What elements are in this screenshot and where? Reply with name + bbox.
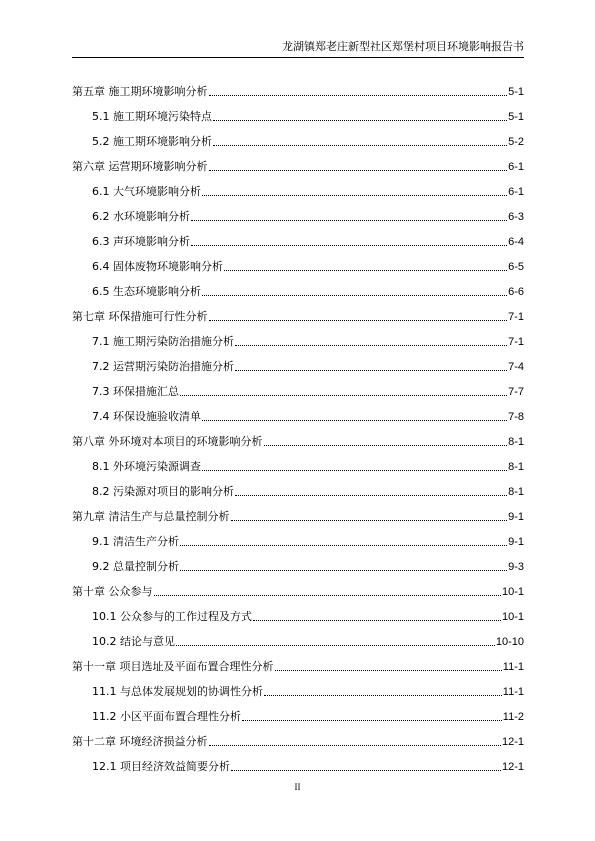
toc-dot-leader: [154, 595, 501, 596]
page-number: II: [294, 782, 301, 792]
toc-entry-page: 6-1: [508, 186, 524, 198]
toc-entry-page: 8-1: [508, 461, 524, 473]
toc-dot-leader: [213, 145, 507, 146]
toc-section-entry[interactable]: [72, 174, 524, 199]
toc-entry-page: 5-1: [508, 86, 524, 98]
toc-chapter-entry[interactable]: [72, 299, 524, 324]
toc-entry-page: 7-8: [508, 411, 524, 423]
toc-entry-title: 10.1 公众参与的工作过程及方式: [92, 610, 252, 623]
header-divider: [72, 57, 524, 58]
toc-entry-title: 6.5 生态环境影响分析: [92, 285, 201, 298]
toc-entry-page: 7-1: [508, 311, 524, 323]
toc-entry-title: 第九章 清洁生产与总量控制分析: [72, 510, 230, 523]
toc-entry-page: 8-1: [508, 486, 524, 498]
toc-section-entry[interactable]: [72, 599, 524, 624]
toc-entry-title: 7.3 环保措施汇总: [92, 385, 179, 398]
toc-entry-page: 10-1: [501, 586, 524, 598]
toc-section-entry[interactable]: [72, 549, 524, 574]
toc-chapter-entry[interactable]: [72, 74, 524, 99]
toc-entry-title: 6.2 水环境影响分析: [92, 210, 190, 223]
toc-dot-leader: [235, 345, 507, 346]
toc-entry-page: 12-1: [501, 761, 524, 773]
toc-dot-leader: [235, 370, 507, 371]
toc-entry-title: 6.1 大气环境影响分析: [92, 185, 201, 198]
toc-entry-title: 11.2 小区平面布置合理性分析: [92, 710, 241, 723]
toc-section-entry[interactable]: [72, 349, 524, 374]
toc-entry-title: 11.1 与总体发展规划的协调性分析: [92, 685, 263, 698]
toc-dot-leader: [180, 395, 507, 396]
toc-chapter-entry[interactable]: [72, 424, 524, 449]
toc-section-entry[interactable]: [72, 199, 524, 224]
toc-section-entry[interactable]: [72, 474, 524, 499]
toc-dot-leader: [231, 770, 501, 771]
toc-entry-title: 第七章 环保措施可行性分析: [72, 310, 208, 323]
table-of-contents: [72, 74, 524, 774]
toc-chapter-entry[interactable]: [72, 499, 524, 524]
document-header-title: 龙湖镇郑老庄新型社区郑堡村项目环境影响报告书: [282, 40, 524, 53]
toc-entry-title: 5.1 施工期环境污染特点: [92, 110, 212, 123]
toc-entry-title: 6.3 声环境影响分析: [92, 235, 190, 248]
toc-entry-title: 9.2 总量控制分析: [92, 560, 179, 573]
toc-dot-leader: [231, 520, 508, 521]
toc-entry-title: 9.1 清洁生产分析: [92, 535, 179, 548]
toc-dot-leader: [264, 445, 508, 446]
toc-entry-page: 6-5: [508, 261, 524, 273]
toc-entry-page: 11-2: [502, 711, 524, 723]
toc-entry-page: 5-1: [508, 111, 524, 123]
toc-dot-leader: [253, 620, 501, 621]
toc-section-entry[interactable]: [72, 99, 524, 124]
toc-entry-page: 9-1: [508, 511, 524, 523]
toc-chapter-entry[interactable]: [72, 649, 524, 674]
toc-entry-title: 8.2 污染源对项目的影响分析: [92, 485, 234, 498]
toc-entry-page: 12-1: [501, 736, 524, 748]
toc-dot-leader: [191, 220, 507, 221]
toc-section-entry[interactable]: [72, 374, 524, 399]
toc-dot-leader: [224, 270, 507, 271]
toc-dot-leader: [180, 570, 507, 571]
toc-dot-leader: [209, 320, 508, 321]
toc-section-entry[interactable]: [72, 449, 524, 474]
toc-dot-leader: [209, 745, 501, 746]
toc-entry-title: 6.4 固体废物环境影响分析: [92, 260, 223, 273]
toc-section-entry[interactable]: [72, 324, 524, 349]
toc-entry-page: 7-1: [508, 336, 524, 348]
toc-dot-leader: [191, 245, 507, 246]
toc-dot-leader: [176, 645, 495, 646]
toc-dot-leader: [202, 295, 507, 296]
toc-entry-page: 10-10: [495, 636, 524, 648]
toc-entry-page: 7-7: [508, 386, 524, 398]
toc-entry-title: 5.2 施工期环境影响分析: [92, 135, 212, 148]
toc-entry-title: 10.2 结论与意见: [92, 635, 175, 648]
toc-chapter-entry[interactable]: [72, 574, 524, 599]
toc-entry-title: 7.4 环保设施验收清单: [92, 410, 201, 423]
toc-entry-title: 8.1 外环境污染源调查: [92, 460, 201, 473]
toc-section-entry[interactable]: [72, 699, 524, 724]
toc-entry-page: 6-3: [508, 211, 524, 223]
toc-entry-page: 9-1: [508, 536, 524, 548]
toc-dot-leader: [275, 670, 502, 671]
toc-entry-title: 12.1 项目经济效益简要分析: [92, 760, 230, 773]
toc-dot-leader: [264, 695, 502, 696]
toc-section-entry[interactable]: [72, 124, 524, 149]
toc-dot-leader: [242, 720, 502, 721]
toc-entry-page: 7-4: [508, 361, 524, 373]
toc-section-entry[interactable]: [72, 249, 524, 274]
toc-entry-title: 第十一章 项目选址及平面布置合理性分析: [72, 660, 274, 673]
toc-dot-leader: [209, 170, 508, 171]
toc-dot-leader: [213, 120, 507, 121]
toc-chapter-entry[interactable]: [72, 724, 524, 749]
toc-dot-leader: [235, 495, 507, 496]
toc-entry-title: 第十章 公众参与: [72, 585, 153, 598]
toc-dot-leader: [202, 420, 507, 421]
toc-section-entry[interactable]: [72, 624, 524, 649]
toc-dot-leader: [202, 195, 507, 196]
toc-entry-title: 7.2 运营期污染防治措施分析: [92, 360, 234, 373]
toc-entry-page: 11-1: [502, 686, 524, 698]
toc-section-entry[interactable]: [72, 399, 524, 424]
toc-entry-title: 第五章 施工期环境影响分析: [72, 85, 208, 98]
toc-entry-page: 9-3: [508, 561, 524, 573]
toc-dot-leader: [209, 95, 508, 96]
toc-section-entry[interactable]: [72, 674, 524, 699]
toc-entry-page: 6-1: [508, 161, 524, 173]
toc-section-entry[interactable]: [72, 274, 524, 299]
toc-dot-leader: [202, 470, 507, 471]
toc-entry-page: 10-1: [501, 611, 524, 623]
toc-entry-title: 第八章 外环境对本项目的环境影响分析: [72, 435, 263, 448]
toc-section-entry[interactable]: [72, 224, 524, 249]
toc-entry-title: 第六章 运营期环境影响分析: [72, 160, 208, 173]
toc-entry-page: 6-6: [508, 286, 524, 298]
toc-section-entry[interactable]: [72, 524, 524, 549]
toc-section-entry[interactable]: [72, 749, 524, 774]
toc-entry-page: 8-1: [508, 436, 524, 448]
toc-entry-page: 11-1: [502, 661, 524, 673]
toc-entry-title: 7.1 施工期污染防治措施分析: [92, 335, 234, 348]
toc-entry-page: 5-2: [508, 136, 524, 148]
toc-entry-title: 第十二章 环境经济损益分析: [72, 735, 208, 748]
toc-chapter-entry[interactable]: [72, 149, 524, 174]
toc-dot-leader: [180, 545, 507, 546]
toc-entry-page: 6-4: [508, 236, 524, 248]
